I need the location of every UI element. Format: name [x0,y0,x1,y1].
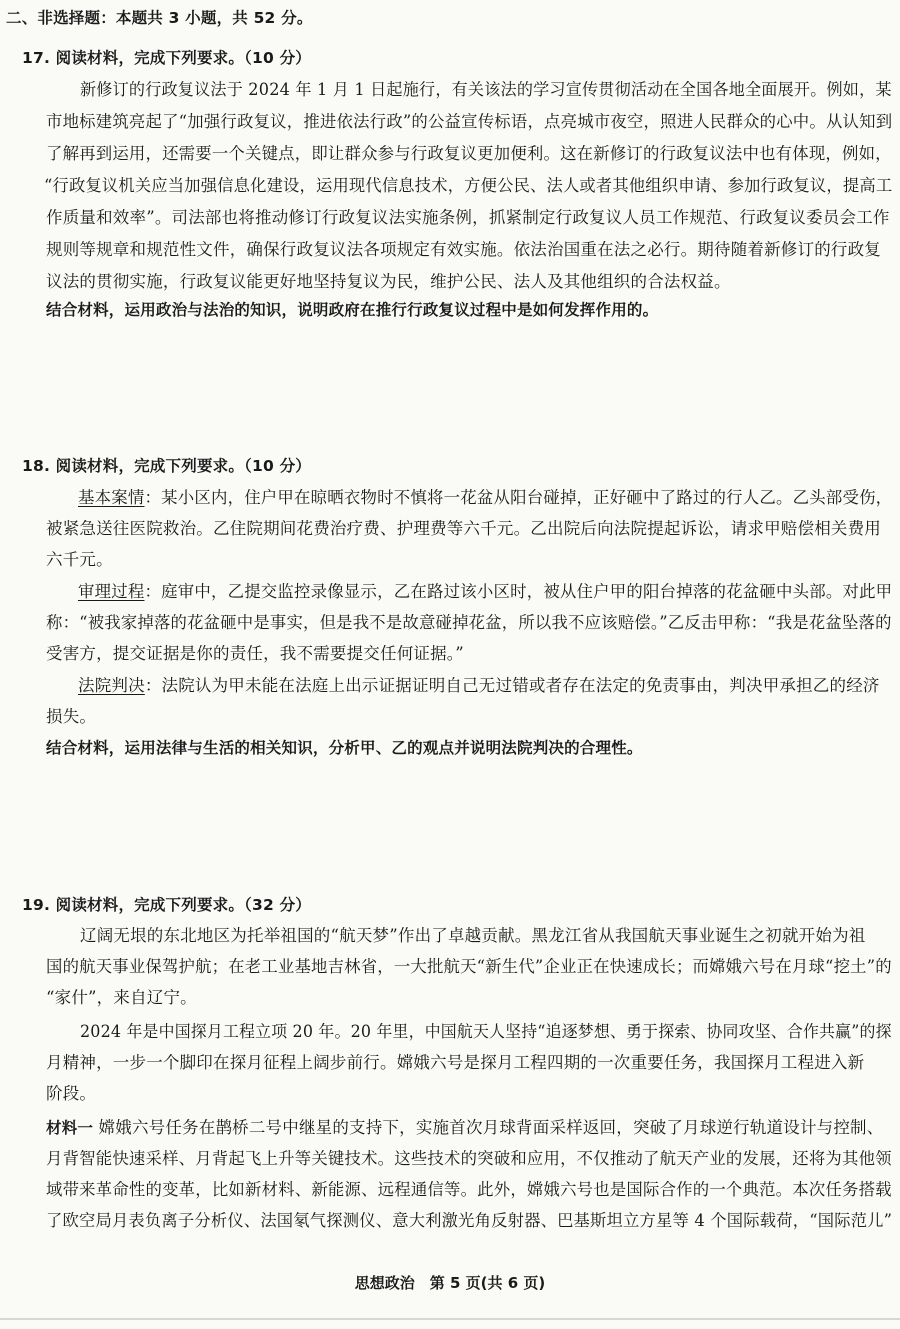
q19-p2-line: 2024 年是中国探月工程立项 20 年。20 年里，中国航天人坚持“追逐梦想、勇于探索、协同攻坚、合作共赢”的探 [80,1022,892,1041]
q19-title: 19. 阅读材料，完成下列要求。（32 分） [22,896,311,914]
q18-task: 结合材料，运用法律与生活的相关知识，分析甲、乙的观点并说明法院判决的合理性。 [46,739,643,757]
q17-line: 新修订的行政复议法于 2024 年 1 月 1 日起施行，有关该法的学习宣传贯彻活动在全国各地全面展开。例如，某 [80,80,892,99]
q19-p2-line: 阶段。 [46,1084,97,1103]
q18-trial-line: 受害方，提交证据是你的责任，我不需要提交任何证据。” [46,644,464,663]
q18-verdict-line: 损失。 [46,707,97,726]
scan-edge-divider [0,1318,900,1320]
q19-p1-line: 国的航天事业保驾护航；在老工业基地吉林省，一大批航天“新生代”企业正在快速成长；而嫦娥六号在月球“挖土”的 [46,957,892,976]
page-footer: 思想政治 第 5 页(共 6 页) [354,1274,546,1292]
q17-line: 市地标建筑亮起了“加强行政复议，推进依法行政”的公益宣传标语，点亮城市夜空，照进人民群众的心中。从认知到 [46,112,893,131]
q18-case-line: 被紧急送往医院救治。乙住院期间花费治疗费、护理费等六千元。乙出院后向法院提起诉讼，请求甲赔偿相关费用 [46,519,881,538]
q19-p1-line: “家什”，来自辽宁。 [46,988,197,1007]
q19-m1-line: 了欧空局月表负离子分析仪、法国氡气探测仪、意大利激光角反射器、巴基斯坦立方星等 4 个国际载荷，“国际范儿” [46,1211,893,1230]
q19-p1-line: 辽阔无垠的东北地区为托举祖国的“航天梦”作出了卓越贡献。黑龙江省从我国航天事业诞生之初就开始为祖 [80,926,866,945]
q18-case-line: 基本案情：某小区内，住户甲在晾晒衣物时不慎将一花盆从阳台碰掉，正好砸中了路过的行人乙。乙头部受伤， [78,488,893,507]
section-header: 二、非选择题：本题共 3 小题，共 52 分。 [6,9,313,27]
q19-m1-line: 域带来革命性的变革，比如新材料、新能源、远程通信等。此外，嫦娥六号也是国际合作的一个典范。本次任务搭载 [46,1180,892,1199]
trial-label: 审理过程 [78,582,145,601]
q17-title: 17. 阅读材料，完成下列要求。（10 分） [22,49,311,67]
q19-m1-line: 材料一 嫦娥六号任务在鹊桥二号中继星的支持下，实施首次月球背面采样返回，突破了月球逆行轨道设计与控制、 [46,1118,884,1137]
q19-m1-line: 月背智能快速采样、月背起飞上升等关键技术。这些技术的突破和应用，不仅推动了航天产业的发展，还将为其他领 [46,1149,892,1168]
q19-p2-line: 月精神，一步一个脚印在探月征程上阔步前行。嫦娥六号是探月工程四期的一次重要任务，我国探月工程进入新 [46,1053,865,1072]
q18-case-line: 六千元。 [46,550,113,569]
q18-trial-line: 称：“被我家掉落的花盆砸中是事实，但是我不是故意碰掉花盆，所以我不应该赔偿。”乙反击甲称：“我是花盆坠落的 [46,613,892,632]
q17-line: 作质量和效率”。司法部也将推动修订行政复议法实施条例，抓紧制定行政复议人员工作规范、行政复议委员会工作 [46,208,890,227]
q18-verdict-line: 法院判决：法院认为甲未能在法庭上出示证据证明自己无过错或者存在法定的免责事由，判决甲承担乙的经济 [78,676,880,695]
material-one-label: 材料一 [46,1119,94,1137]
verdict-label: 法院判决 [78,676,145,695]
q17-task: 结合材料，运用政治与法治的知识，说明政府在推行行政复议过程中是如何发挥作用的。 [46,301,659,319]
q17-line: 规则等规章和规范性文件，确保行政复议法各项规定有效实施。依法治国重在法之必行。期待随着新修订的行政复 [46,240,881,259]
q17-line: “行政复议机关应当加强信息化建设，运用现代信息技术，方便公民、法人或者其他组织申请、参加行政复议，提高工 [44,176,893,195]
q17-line: 了解再到运用，还需要一个关键点，即让群众参与行政复议更加便利。这在新修订的行政复议法中也有体现，例如， [46,144,892,163]
q18-trial-line: 审理过程：庭审中，乙提交监控录像显示，乙在路过该小区时，被从住户甲的阳台掉落的花盆砸中头部。对此甲 [78,582,893,601]
q17-line: 议法的贯彻实施，行政复议能更好地坚持复议为民，维护公民、法人及其他组织的合法权益。 [46,272,731,291]
case-label: 基本案情 [78,488,145,507]
q18-title: 18. 阅读材料，完成下列要求。（10 分） [22,457,311,475]
